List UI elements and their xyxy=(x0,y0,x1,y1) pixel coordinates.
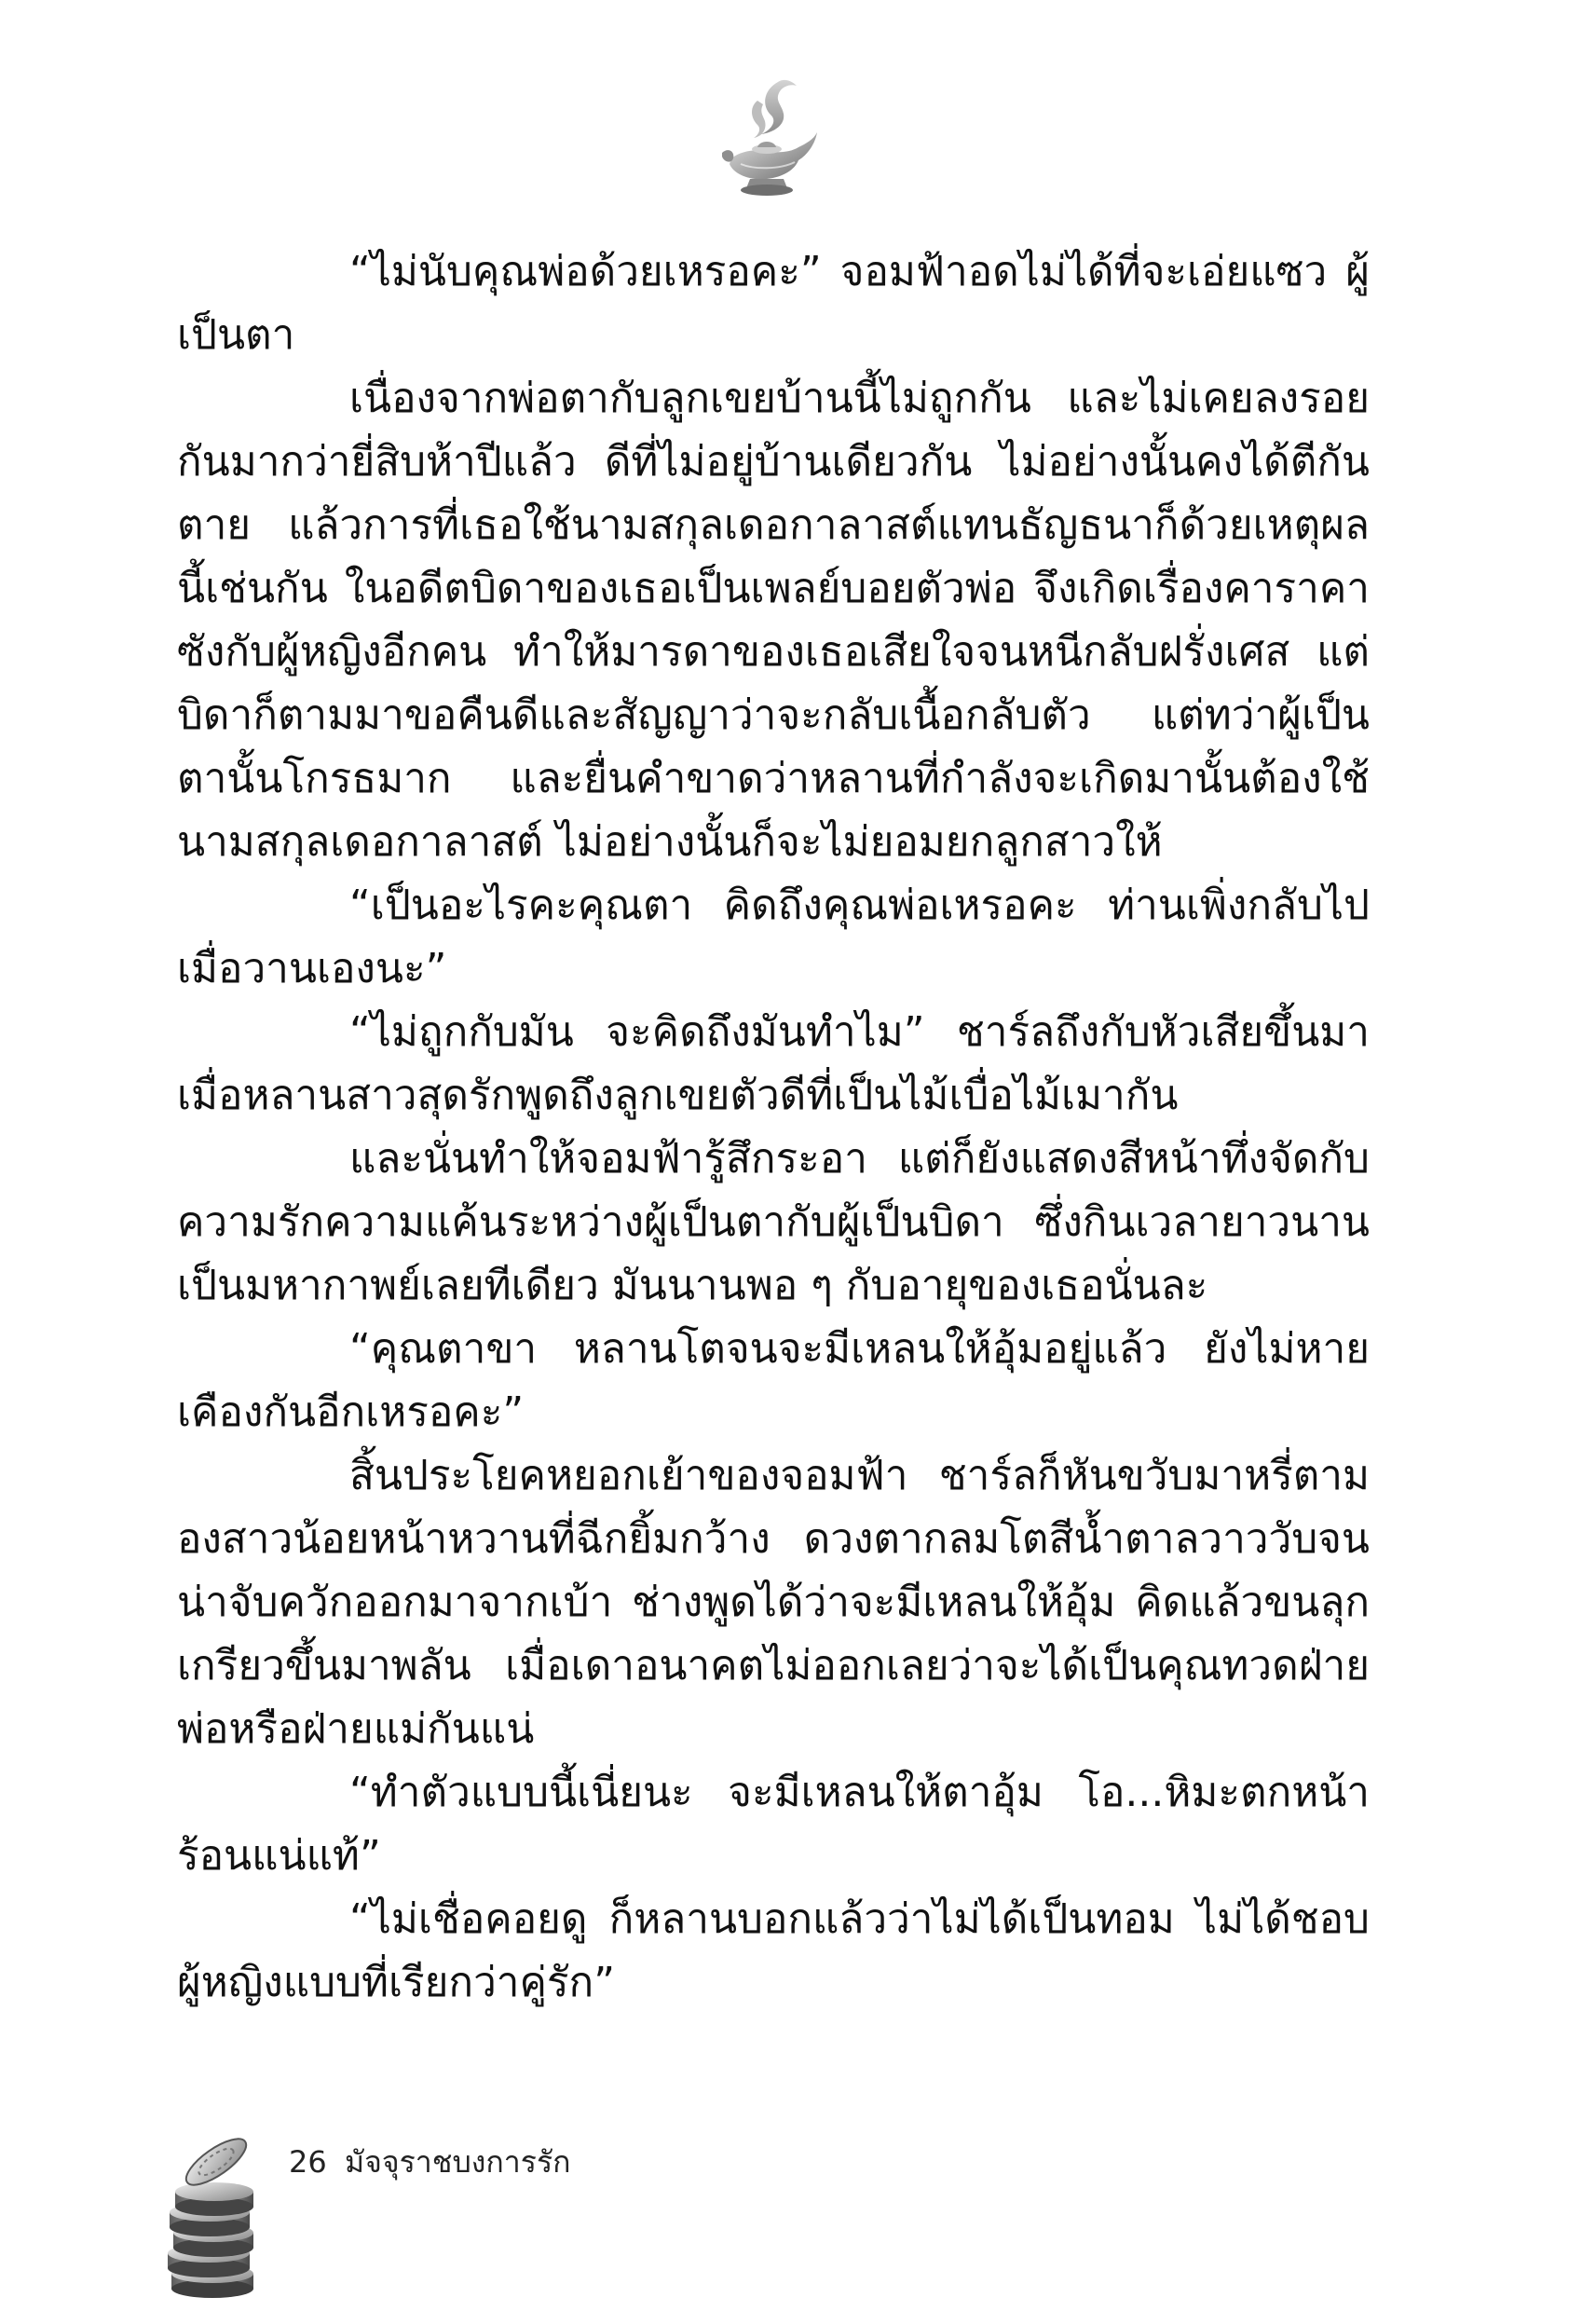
page-number: 26 xyxy=(289,2144,327,2180)
genie-lamp-icon xyxy=(713,73,820,212)
book-title: มัจจุราชบงการรัก xyxy=(345,2144,571,2180)
paragraph: เนื่องจากพ่อตากับลูกเขยบ้านนี้ไม่ถูกกัน และไม่เคยลงรอยกันมากว่ายี่สิบห้าปีแล้ว ดีที่ไม่อยู่บ้านเดียวกัน ไม่อย่างนั้นคงได้ตีกันตาย แล้วการที่เธอใช้นามสกุลเดอกาลาสต์แทนธัญธนาก็ด้วยเหตุผลนี้เช่นกัน ในอดีตบิดาของเธอเป็นเพลย์บอยตัวพ่อ จึงเกิดเรื่องคาราคาซังกับผู้หญิงอีกคน ทำให้มารดาของเธอเสียใจจนหนีกลับฝรั่งเศส แต่บิดาก็ตามมาขอคืนดีและสัญญาว่าจะกลับเนื้อกลับตัว แต่ทว่าผู้เป็นตานั้นโกรธมาก และยื่นคำขาดว่าหลานที่กำลังจะเกิดมานั้นต้องใช้นามสกุลเดอกาลาสต์ ไม่อย่างนั้นก็จะไม่ยอมยกลูกสาวให้ xyxy=(177,375,1370,866)
paragraph: และนั่นทำให้จอมฟ้ารู้สึกระอา แต่ก็ยังแสดงสีหน้าทึ่งจัดกับความรักความแค้นระหว่างผู้เป็นตากับผู้เป็นบิดา ซึ่งกินเวลายาวนานเป็นมหากาพย์เลยทีเดียว มันนานพอ ๆ กับอายุของเธอนั่นละ xyxy=(177,1135,1370,1309)
page-footer xyxy=(158,2115,811,2302)
poker-chips-icon xyxy=(158,2125,266,2302)
paragraph: สิ้นประโยคหยอกเย้าของจอมฟ้า ชาร์ลก็หันขวับมาหรี่ตามองสาวน้อยหน้าหวานที่ฉีกยิ้มกว้าง ดวงตากลมโตสีน้ำตาลวาววับจนน่าจับควักออกมาจากเบ้า ช่างพูดได้ว่าจะมีเหลนให้อุ้ม คิดแล้วขนลุกเกรียวขึ้นมาพลัน เมื่อเดาอนาคตไม่ออกเลยว่าจะได้เป็นคุณทวดฝ่ายพ่อหรือฝ่ายแม่กันแน่ xyxy=(177,1452,1370,1753)
paragraph: “คุณตาขา หลานโตจนจะมีเหลนให้อุ้มอยู่แล้ว ยังไม่หายเคืองกันอีกเหรอคะ” xyxy=(177,1325,1370,1436)
paragraph: “ทำตัวแบบนี้เนี่ยนะ จะมีเหลนให้ตาอุ้ม โอ...หิมะตกหน้าร้อนแน่แท้” xyxy=(177,1769,1370,1880)
body-text xyxy=(177,240,1370,2015)
paragraph: “เป็นอะไรคะคุณตา คิดถึงคุณพ่อเหรอคะ ท่านเพิ่งกลับไปเมื่อวานเองนะ” xyxy=(177,882,1370,992)
paragraph: “ไม่ถูกกับมัน จะคิดถึงมันทำไม” ชาร์ลถึงกับหัวเสียขึ้นมา เมื่อหลานสาวสุดรักพูดถึงลูกเขยตัวดีที่เป็นไม้เบื่อไม้เมากัน xyxy=(177,1008,1370,1119)
paragraph: “ไม่นับคุณพ่อด้วยเหรอคะ” จอมฟ้าอดไม่ได้ที่จะเอ่ยแซว ผู้เป็นตา xyxy=(177,248,1370,359)
paragraph: “ไม่เชื่อคอยดู ก็หลานบอกแล้วว่าไม่ได้เป็นทอม ไม่ได้ชอบผู้หญิงแบบที่เรียกว่าคู่รัก” xyxy=(177,1895,1370,2006)
